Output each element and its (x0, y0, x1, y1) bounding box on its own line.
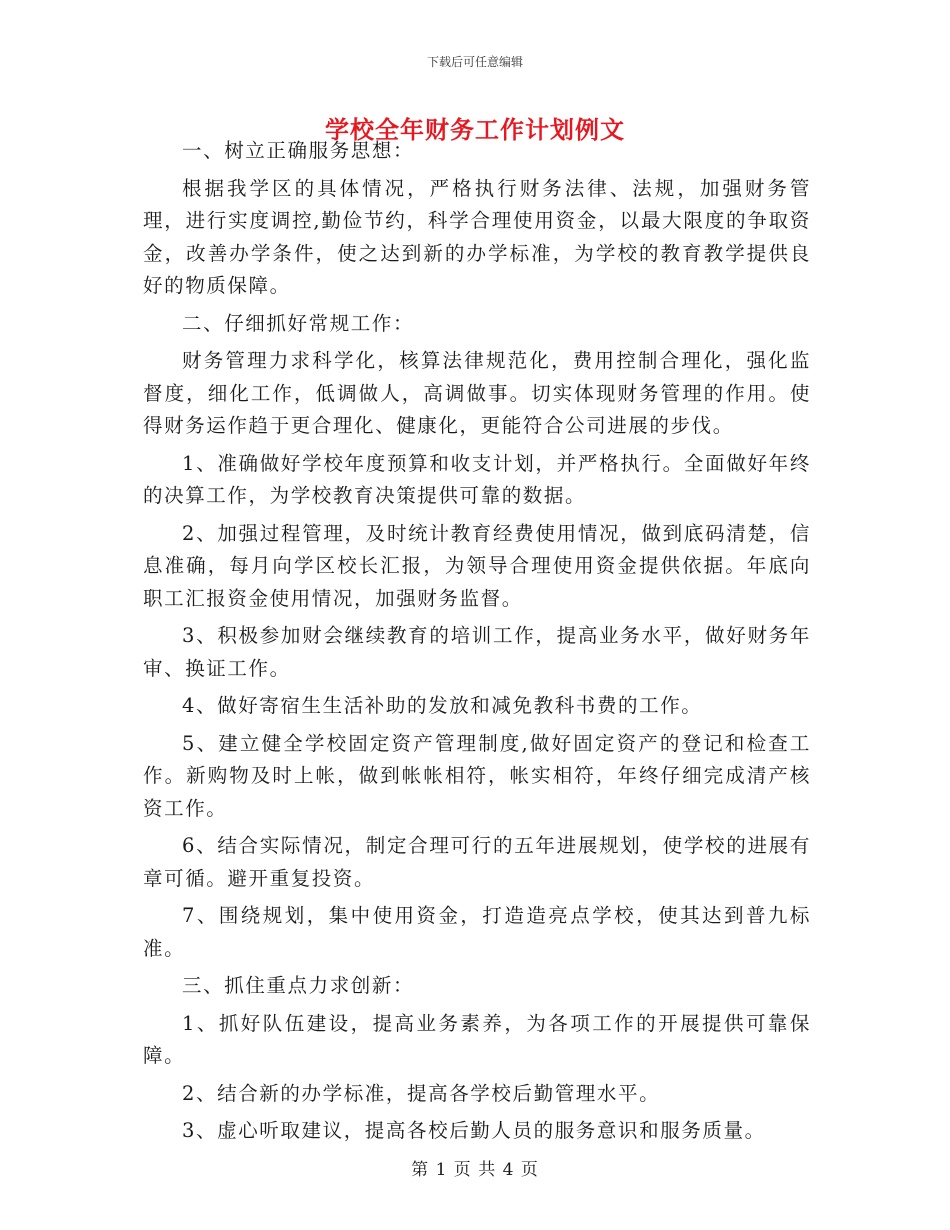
page-header: 下载后可任意编辑 (426, 55, 523, 69)
list-item: 7、围绕规划，集中使用资金，打造造亮点学校，使其达到普九标准。 (143, 904, 811, 960)
document-title: 学校全年财务工作计划例文 (325, 115, 625, 144)
section-heading-2: 二、仔细抓好常规工作： (182, 311, 415, 335)
section-heading-3: 三、抓住重点力求创新： (182, 974, 415, 997)
list-item: 3、虚心听取建议，提高各校后勤人员的服务意识和服务质量。 (182, 1119, 766, 1142)
list-item: 5、建立健全学校固定资产管理制度,做好固定资产的登记和检查工作。新购物及时上帐，做到帐帐相符，帐实相符，年终仔细完成清产核资工作。 (143, 731, 811, 820)
list-item: 4、做好寄宿生生活补助的发放和减免教科书费的工作。 (182, 694, 703, 717)
list-item: 2、结合新的办学标准，提高各学校后勤管理水平。 (182, 1081, 661, 1105)
section-heading-1: 一、树立正确服务思想： (182, 139, 415, 162)
page-footer: 第 1 页 共 4 页 (411, 1160, 539, 1180)
list-item: 3、积极参加财会继续教育的培训工作，提高业务水平，做好财务年审、换证工作。 (143, 624, 811, 680)
list-item: 1、准确做好学校年度预算和收支计划，并严格执行。全面做好年终的决算工作，为学校教育决策提供可靠的数据。 (143, 451, 811, 507)
paragraph: 财务管理力求科学化，核算法律规范化，费用控制合理化，强化监督度，细化工作，低调做人，高调做事。切实体现财务管理的作用。使得财务运作趋于更合理化、健康化，更能符合公司进展的步伐。 (143, 349, 811, 437)
list-item: 1、抓好队伍建设，提高业务素养，为各项工作的开展提供可靠保障。 (143, 1011, 811, 1067)
list-item: 6、结合实际情况，制定合理可行的五年进展规划，使学校的进展有章可循。避开重复投资。 (143, 834, 811, 890)
document-body (143, 135, 811, 1153)
list-item: 2、加强过程管理，及时统计教育经费使用情况，做到底码清楚，信息准确，每月向学区校长汇报，为领导合理使用资金提供依据。年底向职工汇报资金使用情况，加强财务监督。 (143, 521, 811, 610)
paragraph: 根据我学区的具体情况，严格执行财务法律、法规，加强财务管理，进行实度调控,勤俭节约，科学合理使用资金，以最大限度的争取资金，改善办学条件，使之达到新的办学标准，为学校的教育教学提供良好的物质保障。 (143, 176, 811, 297)
